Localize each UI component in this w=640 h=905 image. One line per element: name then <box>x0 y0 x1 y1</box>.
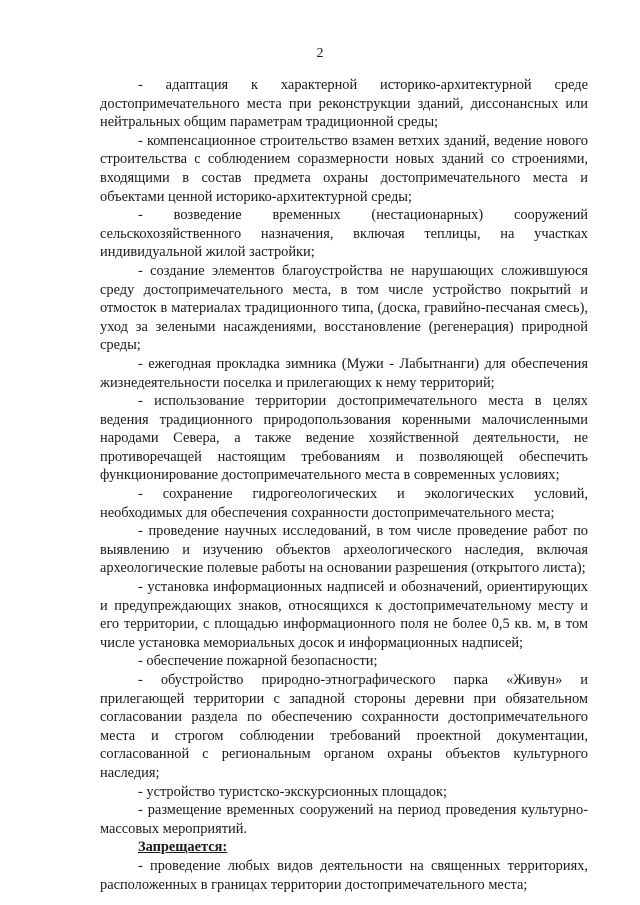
list-item: - ежегодная прокладка зимника (Мужи - Лабытнанги) для обеспечения жизнедеятельности поселка и прилегающих к нему территорий; <box>100 355 588 391</box>
list-item: - возведение временных (нестационарных) сооружений сельскохозяйственного назначения, включая теплицы, на участках индивидуальной жилой застройки; <box>100 207 588 261</box>
page-number: 2 <box>316 46 324 61</box>
prohibited-item: - проведение любых видов деятельности на священных территориях, расположенных в границах территории достопримечательного места; <box>100 857 588 893</box>
list-item: - использование территории достопримечательного места в целях ведения традиционного природопользования коренными малочисленными народами Севера, а также ведение хозяйственной деятельности, не противоречащей настоящим требованиям и позволяющей обеспечить функционирование достопримечательного места в современных условиях; <box>100 393 588 484</box>
list-item: - размещение временных сооружений на период проведения культурно-массовых мероприятий. <box>100 802 588 837</box>
prohibited-heading: Запрещается: <box>138 839 228 856</box>
list-item: - установка информационных надписей и обозначений, ориентирующих и предупреждающих знаков, относящихся к достопримечательному месту и его территории, с площадью информационного поля не более 0,5 кв. м, в том числе установка мемориальных досок и информационных надписей; <box>100 579 588 651</box>
list-item: - устройство туристско-экскурсионных площадок; <box>138 783 447 800</box>
list-item: - адаптация к характерной историко-архитектурной среде достопримечательного места при реконструкции зданий, диссонансных или нейтральных общим параметрам традиционной среды; <box>100 77 588 131</box>
list-item: - обеспечение пожарной безопасности; <box>138 653 378 670</box>
list-item: - сохранение гидрогеологических и экологических условий, необходимых для обеспечения сохранности достопримечательного места; <box>100 486 588 521</box>
list-item: - создание элементов благоустройства не нарушающих сложившуюся среду достопримечательного места, в том числе устройство покрытий и отмосток в материалах традиционного типа, (доска, гравийно-песчаная смесь), уход за зелеными насаждениями, восстановление (регенерация) природной среды; <box>100 262 588 354</box>
document-body <box>100 76 588 894</box>
list-item: - проведение научных исследований, в том числе проведение работ по выявлению и изучению объектов археологического наследия, включая археологические полевые работы на основании разрешения (открытого листа); <box>100 523 588 577</box>
list-item: - обустройство природно-этнографического парка «Живун» и прилегающей территории с западной стороны деревни при обязательном согласовании раздела по обеспечению сохранности достопримечательного места и строгом соблюдении требований проектной документации, согласованной с региональным органом охраны объектов культурного наследия; <box>100 672 588 781</box>
list-item: - компенсационное строительство взамен ветхих зданий, ведение нового строительства с соблюдением соразмерности новых зданий со строениями, входящими в состав предмета охраны достопримечательного места и объектами ценной историко-архитектурной среды; <box>100 132 588 205</box>
